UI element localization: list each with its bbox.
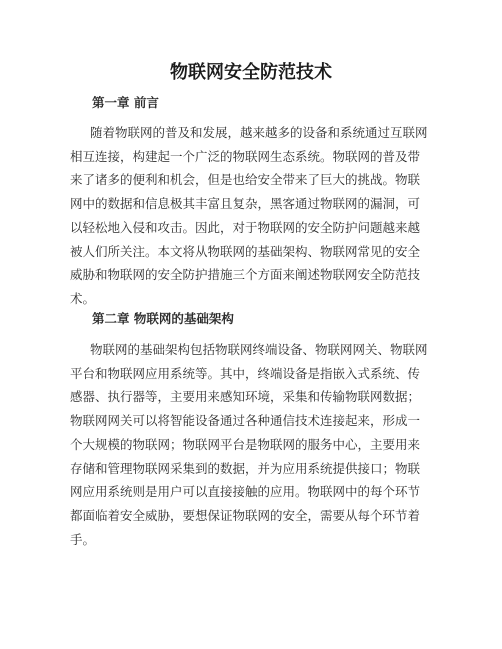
paragraph-line: 平台和物联网应用系统等。其中，终端设备是指嵌入式系统、传 bbox=[70, 365, 421, 381]
preface-paragraph bbox=[70, 121, 428, 311]
paragraph-line: 威胁和物联网的安全防护措施三个方面来阐述物联网安全防范技 bbox=[70, 267, 421, 283]
paragraph-line: 网中的数据和信息极其丰富且复杂，黑客通过物联网的漏洞，可 bbox=[70, 196, 421, 212]
paragraph-line: 网应用系统则是用户可以直接接触的应用。物联网中的每个环节 bbox=[70, 484, 421, 500]
paragraph-line: 物联网的基础架构包括物联网终端设备、物联网网关、物联网 bbox=[90, 342, 428, 357]
paragraph-line: 存储和管理物联网采集到的数据，并为应用系统提供接口；物联 bbox=[70, 460, 421, 476]
paragraph-line: 术。 bbox=[70, 290, 96, 306]
section-heading-preface: 第一章 前言 bbox=[92, 95, 159, 110]
paragraph-line: 物联网网关可以将智能设备通过各种通信技术连接起来，形成一 bbox=[70, 413, 421, 429]
paragraph-line: 感器、执行器等，主要用来感知环境，采集和传输物联网数据； bbox=[70, 389, 421, 405]
paragraph-line: 个大规模的物联网；物联网平台是物联网的服务中心，主要用来 bbox=[70, 436, 421, 452]
section-heading-architecture: 第二章 物联网的基础架构 bbox=[92, 311, 234, 326]
paragraph-line: 被人们所关注。本文将从物联网的基础架构、物联网常见的安全 bbox=[70, 243, 421, 259]
paragraph-line: 以轻松地入侵和攻击。因此，对于物联网的安全防护问题越来越 bbox=[70, 219, 421, 235]
architecture-paragraph bbox=[70, 338, 428, 551]
paragraph-line: 手。 bbox=[70, 531, 96, 547]
document-title: 物联网安全防范技术 bbox=[170, 62, 332, 83]
paragraph-line: 都面临着安全威胁，要想保证物联网的安全，需要从每个环节着 bbox=[70, 507, 421, 523]
paragraph-line: 相互连接，构建起一个广泛的物联网生态系统。物联网的普及带 bbox=[70, 148, 421, 164]
paragraph-line: 来了诸多的便利和机会，但是也给安全带来了巨大的挑战。物联 bbox=[70, 172, 421, 188]
paragraph-line: 随着物联网的普及和发展，越来越多的设备和系统通过互联网 bbox=[90, 125, 428, 140]
